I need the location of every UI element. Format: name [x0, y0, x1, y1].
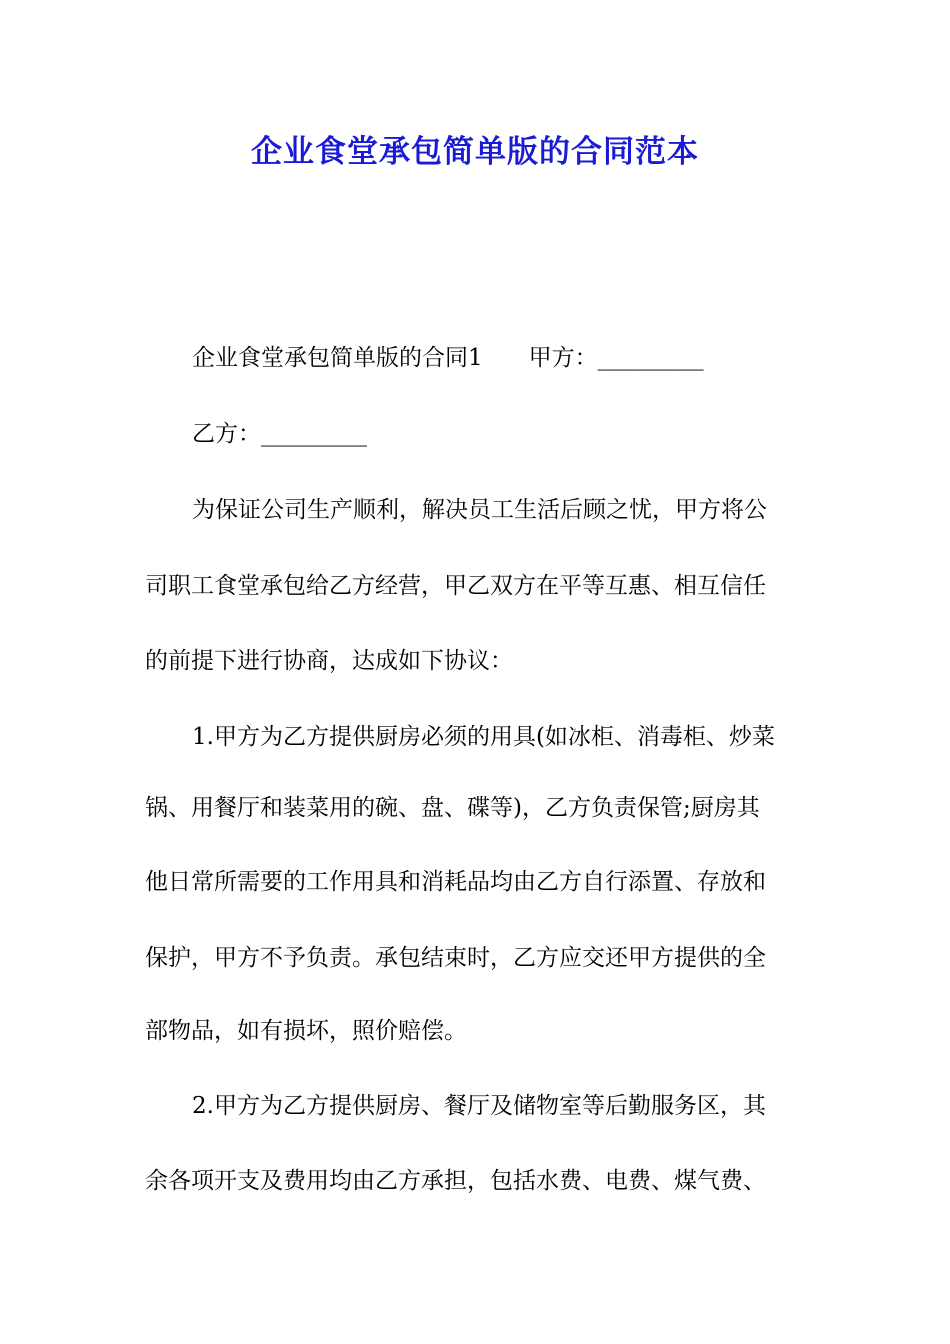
paragraph-line: 司职工食堂承包给乙方经营，甲乙双方在平等互惠、相互信任: [145, 573, 766, 599]
paragraph-line: 余各项开支及费用均由乙方承担，包括水费、电费、煤气费、: [145, 1168, 766, 1194]
paragraph-line: 保护，甲方不予负责。承包结束时，乙方应交还甲方提供的全: [145, 945, 766, 971]
paragraph-line: 1.甲方为乙方提供厨房必须的用具(如冰柜、消毒柜、炒菜: [192, 724, 775, 750]
party-b-line: [192, 414, 810, 454]
paragraph-line: 的前提下进行协商，达成如下协议：: [145, 648, 513, 674]
party-a-blank: __________: [597, 345, 703, 371]
party-a-label: 甲方：: [528, 345, 598, 371]
document-title: 企业食堂承包简单版的合同范本: [251, 134, 699, 170]
paragraph-line: 部物品，如有损坏，照价赔偿。: [145, 1018, 467, 1044]
paragraph-line: 他日常所需要的工作用具和消耗品均由乙方自行添置、存放和: [145, 869, 766, 895]
party-b-label: 乙方：: [192, 421, 261, 447]
paragraph-line: 锅、用餐厅和装菜用的碗、盘、碟等)，乙方负责保管;厨房其: [145, 795, 760, 821]
paragraph-line: 2.甲方为乙方提供厨房、餐厅及储物室等后勤服务区，其: [192, 1093, 766, 1119]
contract-header-line: [192, 338, 810, 378]
party-b-blank: __________: [261, 421, 366, 447]
contract-name: 企业食堂承包简单版的合同1: [192, 345, 483, 371]
paragraph-line: 为保证公司生产顺利，解决员工生活后顾之忧，甲方将公: [192, 497, 767, 523]
